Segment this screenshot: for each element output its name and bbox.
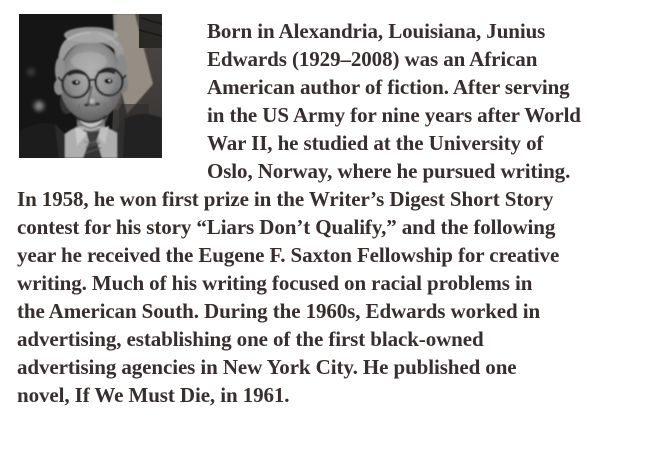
bio-line: advertising, establishing one of the first black-owned: [17, 327, 484, 351]
bio-line: year he received the Eugene F. Saxton Fellowship for creative: [17, 243, 560, 267]
bio-line: contest for his story “Liars Don’t Qualify,” and the following: [17, 215, 556, 239]
bio-line: writing. Much of his writing focused on racial problems in: [17, 271, 533, 295]
bio-line: War II, he studied at the University of: [207, 131, 544, 155]
bio-line: Born in Alexandria, Louisiana, Junius: [207, 19, 546, 43]
bio-line: the American South. During the 1960s, Edwards worked in: [17, 299, 541, 323]
bio-line: Edwards (1929–2008) was an African: [207, 47, 538, 71]
bio-line: Oslo, Norway, where he pursued writing.: [207, 159, 571, 183]
bio-line: advertising agencies in New York City. He published one: [17, 355, 517, 379]
bio-line: American author of fiction. After serving: [207, 75, 570, 99]
bio-line: In 1958, he won first prize in the Writer’s Digest Short Story: [17, 187, 554, 211]
bio-line: in the US Army for nine years after World: [207, 103, 581, 127]
bio-line: novel, If We Must Die, in 1961.: [17, 383, 290, 407]
